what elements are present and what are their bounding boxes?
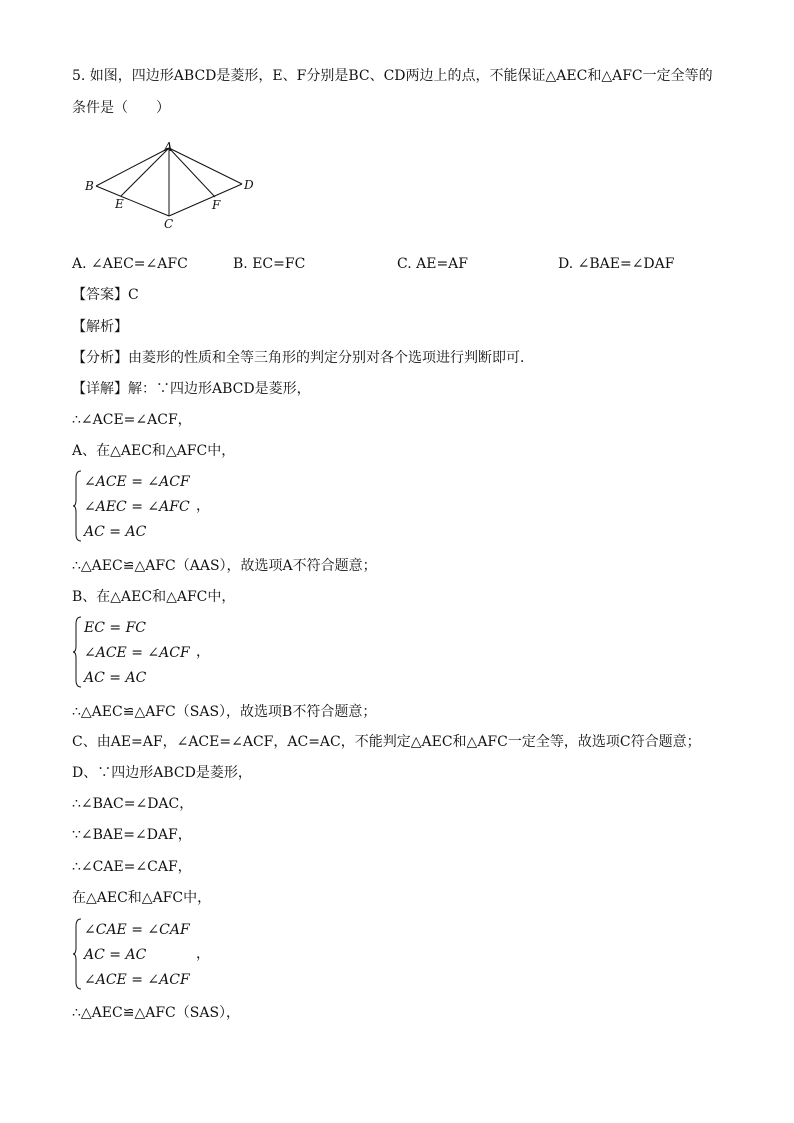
detail-line-9: ∴∠BAC=∠DAC， [72, 796, 194, 812]
question-line-2: 条件是（ ） [72, 100, 170, 116]
answer: 【答案】C [72, 287, 139, 303]
detail-line-3: A、在△AEC和△AFC中， [72, 443, 236, 459]
system-d-row-2: AC = AC [84, 947, 147, 963]
detail-line-2: ∴∠ACE=∠ACF， [72, 412, 192, 428]
label-e: E [115, 197, 124, 211]
segment-ae [121, 148, 169, 196]
detail-line-6: ∴△AEC≌△AFC（SAS），故选项B不符合题意； [72, 704, 377, 720]
system-a-row-2: ∠AEC = ∠AFC [84, 499, 190, 515]
label-b: B [85, 179, 94, 193]
analysis: 【分析】由菱形的性质和全等三角形的判定分别对各个选项进行判断即可． [72, 350, 534, 366]
rhombus-figure [82, 138, 262, 234]
question-line-1: 5. 如图，四边形ABCD是菱形，E、F分别是BC、CD两边上的点，不能保证△AEC和△AFC一定全等的 [72, 68, 713, 84]
detail-line-5: B、在△AEC和△AFC中， [72, 589, 236, 605]
left-brace [72, 470, 82, 542]
analysis-header: 【解析】 [72, 319, 128, 335]
detail-line-7: C、由AE=AF，∠ACE=∠ACF，AC=AC，不能判定△AEC和△AFC一定全等，故选项C符合题意； [72, 734, 701, 750]
label-c: C [164, 217, 174, 231]
detail-line-13: ∴△AEC≌△AFC（SAS）， [72, 1005, 241, 1021]
system-a-comma: ， [196, 498, 210, 514]
option-a: A. ∠AEC=∠AFC [72, 256, 188, 272]
detail-line-8: D、∵四边形ABCD是菱形， [72, 765, 252, 781]
option-c: C. AE=AF [397, 256, 468, 272]
label-d: D [244, 178, 254, 192]
option-d: D. ∠BAE=∠DAF [558, 256, 675, 272]
system-d-comma: ， [196, 946, 210, 962]
system-d-row-3: ∠ACE = ∠ACF [84, 972, 190, 988]
side-ad [169, 148, 242, 184]
label-a: A [164, 140, 173, 154]
system-b-comma: ， [196, 644, 210, 660]
left-brace [72, 918, 82, 990]
option-b: B. EC=FC [233, 256, 306, 272]
detail-line-11: ∴∠CAE=∠CAF， [72, 859, 192, 875]
system-d-row-1: ∠CAE = ∠CAF [84, 922, 190, 938]
system-b-row-2: ∠ACE = ∠ACF [84, 645, 190, 661]
segment-af [169, 148, 215, 197]
side-cd [169, 184, 242, 216]
left-brace [72, 616, 82, 688]
label-f: F [212, 198, 221, 212]
system-b-row-3: AC = AC [84, 670, 147, 686]
detail-line-10: ∵∠BAE=∠DAF， [72, 827, 192, 843]
system-b-row-1: EC = FC [84, 620, 146, 636]
detail-line-12: 在△AEC和△AFC中， [72, 890, 212, 906]
system-a-row-3: AC = AC [84, 524, 147, 540]
detail-line-1: 【详解】解：∵四边形ABCD是菱形， [72, 381, 311, 397]
side-bc [96, 186, 169, 216]
system-a-row-1: ∠ACE = ∠ACF [84, 474, 190, 490]
detail-line-4: ∴△AEC≌△AFC（AAS），故选项A不符合题意； [72, 558, 377, 574]
side-ab [96, 148, 169, 186]
